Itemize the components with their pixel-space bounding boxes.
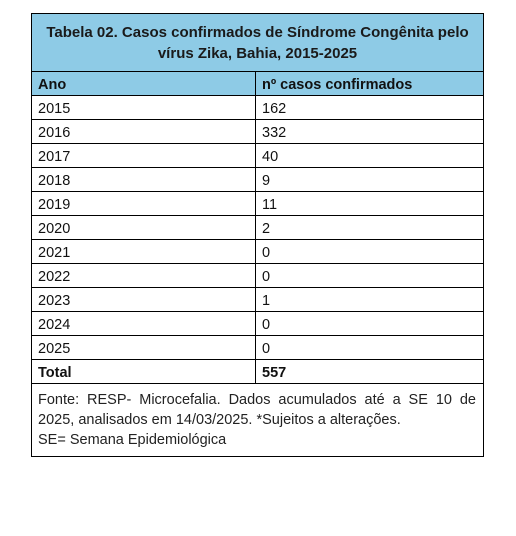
year-cell: 2022: [32, 264, 256, 287]
count-cell: 0: [262, 245, 271, 261]
table-header-row: [32, 72, 483, 96]
table-row: [32, 192, 483, 216]
total-count: 557: [262, 365, 287, 381]
year-cell: 2025: [32, 336, 256, 359]
count-cell: 1: [262, 293, 271, 309]
table-row: [32, 144, 483, 168]
table-row: [32, 264, 483, 288]
count-cell: 2: [262, 221, 271, 237]
header-count: nº casos confirmados: [262, 77, 413, 93]
header-year: Ano: [32, 72, 256, 95]
year-cell: 2019: [32, 192, 256, 215]
year-cell: 2021: [32, 240, 256, 263]
table-footer: [32, 384, 483, 456]
year-cell: 2024: [32, 312, 256, 335]
table-row: [32, 240, 483, 264]
table-row: [32, 168, 483, 192]
year-cell: 2015: [32, 96, 256, 119]
year-cell: 2020: [32, 216, 256, 239]
table-row: [32, 336, 483, 360]
table-row: [32, 120, 483, 144]
table-row: [32, 312, 483, 336]
data-table: [31, 13, 484, 457]
year-cell: 2023: [32, 288, 256, 311]
total-row: [32, 360, 483, 384]
count-cell: 162: [262, 101, 287, 117]
table-row: [32, 288, 483, 312]
count-cell: 0: [262, 341, 271, 357]
source-note: Fonte: RESP- Microcefalia. Dados acumulados até a SE 10 de 2025, analisados em 14/03/2025. *Sujeitos a alterações.: [38, 392, 476, 428]
total-label: Total: [32, 360, 256, 383]
count-cell: 0: [262, 317, 271, 333]
count-cell: 11: [262, 197, 278, 213]
year-cell: 2017: [32, 144, 256, 167]
table-title: Tabela 02. Casos confirmados de Síndrome Congênita pelo vírus Zika, Bahia, 2015-2025: [32, 14, 483, 72]
year-cell: 2018: [32, 168, 256, 191]
abbreviation-legend: SE= Semana Epidemiológica: [38, 432, 227, 448]
table-row: [32, 216, 483, 240]
count-cell: 40: [262, 149, 279, 165]
count-cell: 332: [262, 125, 287, 141]
table-row: [32, 96, 483, 120]
count-cell: 0: [262, 269, 271, 285]
year-cell: 2016: [32, 120, 256, 143]
count-cell: 9: [262, 173, 271, 189]
